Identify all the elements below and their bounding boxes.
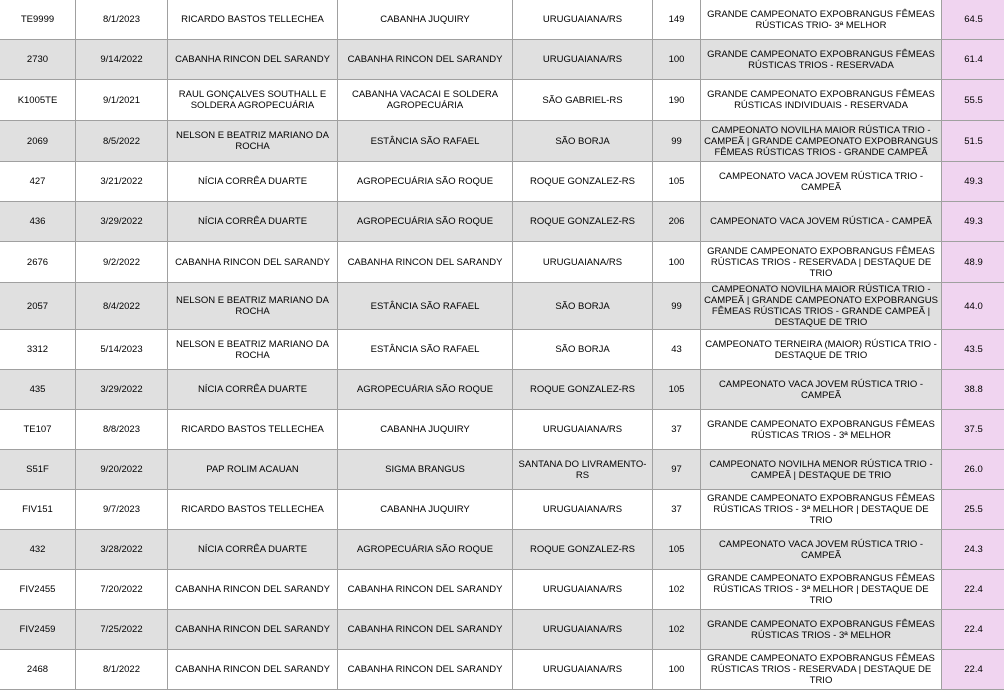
farm-cell: CABANHA JUQUIRY	[338, 410, 513, 450]
birth-date-cell: 8/1/2022	[76, 650, 168, 690]
award-cell: GRANDE CAMPEONATO EXPOBRANGUS FÊMEAS RÚSTICAS TRIOS - 3ª MELHOR	[701, 410, 942, 450]
farm-cell: AGROPECUÁRIA SÃO ROQUE	[338, 370, 513, 410]
owner-cell: CABANHA RINCON DEL SARANDY	[168, 570, 338, 610]
count-cell: 100	[653, 650, 701, 690]
farm-cell: CABANHA VACACAI E SOLDERA AGROPECUÁRIA	[338, 80, 513, 121]
score-cell: 26.0	[942, 450, 1004, 490]
owner-cell: RAUL GONÇALVES SOUTHALL E SOLDERA AGROPECUÁRIA	[168, 80, 338, 121]
table-row	[0, 40, 1004, 80]
table-row	[0, 450, 1004, 490]
score-cell: 22.4	[942, 650, 1004, 690]
city-cell: URUGUAIANA/RS	[513, 40, 653, 80]
owner-cell: RICARDO BASTOS TELLECHEA	[168, 410, 338, 450]
table-row	[0, 610, 1004, 650]
count-cell: 37	[653, 490, 701, 530]
owner-cell: CABANHA RINCON DEL SARANDY	[168, 650, 338, 690]
animal-id-cell: 2468	[0, 650, 76, 690]
table-row	[0, 162, 1004, 202]
farm-cell: ESTÂNCIA SÃO RAFAEL	[338, 283, 513, 330]
animal-id-cell: FIV151	[0, 490, 76, 530]
owner-cell: NELSON E BEATRIZ MARIANO DA ROCHA	[168, 330, 338, 370]
animal-id-cell: 2676	[0, 242, 76, 283]
farm-cell: CABANHA RINCON DEL SARANDY	[338, 242, 513, 283]
owner-cell: NELSON E BEATRIZ MARIANO DA ROCHA	[168, 121, 338, 162]
animal-id-cell: 2730	[0, 40, 76, 80]
city-cell: SÃO BORJA	[513, 283, 653, 330]
animal-id-cell: TE9999	[0, 0, 76, 40]
city-cell: ROQUE GONZALEZ-RS	[513, 162, 653, 202]
award-cell: GRANDE CAMPEONATO EXPOBRANGUS FÊMEAS RÚSTICAS TRIOS - RESERVADA	[701, 40, 942, 80]
birth-date-cell: 9/2/2022	[76, 242, 168, 283]
city-cell: URUGUAIANA/RS	[513, 0, 653, 40]
score-cell: 49.3	[942, 162, 1004, 202]
farm-cell: AGROPECUÁRIA SÃO ROQUE	[338, 162, 513, 202]
award-cell: GRANDE CAMPEONATO EXPOBRANGUS FÊMEAS RÚSTICAS TRIOS - 3ª MELHOR | DESTAQUE DE TRIO	[701, 570, 942, 610]
birth-date-cell: 7/20/2022	[76, 570, 168, 610]
table-row	[0, 650, 1004, 690]
score-cell: 43.5	[942, 330, 1004, 370]
birth-date-cell: 9/7/2023	[76, 490, 168, 530]
count-cell: 43	[653, 330, 701, 370]
score-cell: 22.4	[942, 610, 1004, 650]
owner-cell: NÍCIA CORRÊA DUARTE	[168, 162, 338, 202]
count-cell: 149	[653, 0, 701, 40]
award-cell: CAMPEONATO NOVILHA MAIOR RÚSTICA TRIO - CAMPEÃ | GRANDE CAMPEONATO EXPOBRANGUS FÊMEAS RÚSTICAS TRIOS - GRANDE CAMPEÃ | DESTAQUE DE TRIO	[701, 283, 942, 330]
award-cell: GRANDE CAMPEONATO EXPOBRANGUS FÊMEAS RÚSTICAS TRIOS - 3ª MELHOR | DESTAQUE DE TRIO	[701, 490, 942, 530]
farm-cell: AGROPECUÁRIA SÃO ROQUE	[338, 202, 513, 242]
birth-date-cell: 3/29/2022	[76, 202, 168, 242]
score-cell: 22.4	[942, 570, 1004, 610]
birth-date-cell: 8/8/2023	[76, 410, 168, 450]
count-cell: 105	[653, 370, 701, 410]
city-cell: SANTANA DO LIVRAMENTO-RS	[513, 450, 653, 490]
count-cell: 102	[653, 610, 701, 650]
score-cell: 38.8	[942, 370, 1004, 410]
award-cell: CAMPEONATO VACA JOVEM RÚSTICA TRIO - CAMPEÃ	[701, 530, 942, 570]
animal-id-cell: 436	[0, 202, 76, 242]
city-cell: SÃO BORJA	[513, 121, 653, 162]
score-cell: 64.5	[942, 0, 1004, 40]
farm-cell: CABANHA RINCON DEL SARANDY	[338, 650, 513, 690]
count-cell: 105	[653, 530, 701, 570]
farm-cell: CABANHA JUQUIRY	[338, 490, 513, 530]
owner-cell: NÍCIA CORRÊA DUARTE	[168, 370, 338, 410]
animal-id-cell: 3312	[0, 330, 76, 370]
score-cell: 49.3	[942, 202, 1004, 242]
count-cell: 37	[653, 410, 701, 450]
award-cell: GRANDE CAMPEONATO EXPOBRANGUS FÊMEAS RÚSTICAS TRIOS - RESERVADA | DESTAQUE DE TRIO	[701, 242, 942, 283]
table-row	[0, 330, 1004, 370]
count-cell: 99	[653, 283, 701, 330]
owner-cell: RICARDO BASTOS TELLECHEA	[168, 490, 338, 530]
owner-cell: NÍCIA CORRÊA DUARTE	[168, 530, 338, 570]
farm-cell: CABANHA RINCON DEL SARANDY	[338, 610, 513, 650]
award-cell: CAMPEONATO VACA JOVEM RÚSTICA TRIO - CAMPEÃ	[701, 162, 942, 202]
score-cell: 25.5	[942, 490, 1004, 530]
award-cell: CAMPEONATO VACA JOVEM RÚSTICA TRIO - CAMPEÃ	[701, 370, 942, 410]
city-cell: ROQUE GONZALEZ-RS	[513, 202, 653, 242]
score-cell: 37.5	[942, 410, 1004, 450]
owner-cell: NÍCIA CORRÊA DUARTE	[168, 202, 338, 242]
award-cell: CAMPEONATO NOVILHA MAIOR RÚSTICA TRIO - CAMPEÃ | GRANDE CAMPEONATO EXPOBRANGUS FÊMEAS RÚSTICAS TRIOS - GRANDE CAMPEÃ	[701, 121, 942, 162]
count-cell: 99	[653, 121, 701, 162]
owner-cell: NELSON E BEATRIZ MARIANO DA ROCHA	[168, 283, 338, 330]
birth-date-cell: 9/20/2022	[76, 450, 168, 490]
owner-cell: RICARDO BASTOS TELLECHEA	[168, 0, 338, 40]
city-cell: URUGUAIANA/RS	[513, 570, 653, 610]
birth-date-cell: 9/14/2022	[76, 40, 168, 80]
owner-cell: PAP ROLIM ACAUAN	[168, 450, 338, 490]
animal-id-cell: FIV2455	[0, 570, 76, 610]
city-cell: URUGUAIANA/RS	[513, 490, 653, 530]
table-row	[0, 121, 1004, 162]
animal-id-cell: 435	[0, 370, 76, 410]
score-cell: 55.5	[942, 80, 1004, 121]
city-cell: URUGUAIANA/RS	[513, 410, 653, 450]
farm-cell: ESTÂNCIA SÃO RAFAEL	[338, 330, 513, 370]
award-cell: GRANDE CAMPEONATO EXPOBRANGUS FÊMEAS RÚSTICAS INDIVIDUAIS - RESERVADA	[701, 80, 942, 121]
city-cell: ROQUE GONZALEZ-RS	[513, 370, 653, 410]
birth-date-cell: 3/29/2022	[76, 370, 168, 410]
farm-cell: AGROPECUÁRIA SÃO ROQUE	[338, 530, 513, 570]
table-row	[0, 410, 1004, 450]
birth-date-cell: 8/4/2022	[76, 283, 168, 330]
count-cell: 100	[653, 40, 701, 80]
farm-cell: CABANHA RINCON DEL SARANDY	[338, 40, 513, 80]
city-cell: URUGUAIANA/RS	[513, 650, 653, 690]
farm-cell: CABANHA JUQUIRY	[338, 0, 513, 40]
table-row	[0, 490, 1004, 530]
owner-cell: CABANHA RINCON DEL SARANDY	[168, 242, 338, 283]
birth-date-cell: 3/28/2022	[76, 530, 168, 570]
city-cell: URUGUAIANA/RS	[513, 242, 653, 283]
city-cell: SÃO GABRIEL-RS	[513, 80, 653, 121]
table-row	[0, 80, 1004, 121]
table-row	[0, 202, 1004, 242]
city-cell: SÃO BORJA	[513, 330, 653, 370]
birth-date-cell: 9/1/2021	[76, 80, 168, 121]
birth-date-cell: 5/14/2023	[76, 330, 168, 370]
score-cell: 51.5	[942, 121, 1004, 162]
score-cell: 24.3	[942, 530, 1004, 570]
table-row	[0, 283, 1004, 330]
score-cell: 44.0	[942, 283, 1004, 330]
count-cell: 190	[653, 80, 701, 121]
city-cell: ROQUE GONZALEZ-RS	[513, 530, 653, 570]
animal-id-cell: 2057	[0, 283, 76, 330]
farm-cell: SIGMA BRANGUS	[338, 450, 513, 490]
farm-cell: ESTÂNCIA SÃO RAFAEL	[338, 121, 513, 162]
count-cell: 97	[653, 450, 701, 490]
score-cell: 48.9	[942, 242, 1004, 283]
animal-id-cell: 432	[0, 530, 76, 570]
animal-id-cell: 2069	[0, 121, 76, 162]
award-cell: GRANDE CAMPEONATO EXPOBRANGUS FÊMEAS RÚSTICAS TRIO- 3ª MELHOR	[701, 0, 942, 40]
table-row	[0, 0, 1004, 40]
award-cell: GRANDE CAMPEONATO EXPOBRANGUS FÊMEAS RÚSTICAS TRIOS - RESERVADA | DESTAQUE DE TRIO	[701, 650, 942, 690]
award-cell: CAMPEONATO VACA JOVEM RÚSTICA - CAMPEÃ	[701, 202, 942, 242]
award-cell: CAMPEONATO TERNEIRA (MAIOR) RÚSTICA TRIO - DESTAQUE DE TRIO	[701, 330, 942, 370]
count-cell: 102	[653, 570, 701, 610]
birth-date-cell: 3/21/2022	[76, 162, 168, 202]
farm-cell: CABANHA RINCON DEL SARANDY	[338, 570, 513, 610]
award-cell: CAMPEONATO NOVILHA MENOR RÚSTICA TRIO - CAMPEÃ | DESTAQUE DE TRIO	[701, 450, 942, 490]
award-cell: GRANDE CAMPEONATO EXPOBRANGUS FÊMEAS RÚSTICAS TRIOS - 3ª MELHOR	[701, 610, 942, 650]
animal-id-cell: S51F	[0, 450, 76, 490]
table-row	[0, 242, 1004, 283]
count-cell: 100	[653, 242, 701, 283]
city-cell: URUGUAIANA/RS	[513, 610, 653, 650]
birth-date-cell: 8/5/2022	[76, 121, 168, 162]
animal-id-cell: K1005TE	[0, 80, 76, 121]
animal-id-cell: 427	[0, 162, 76, 202]
animal-id-cell: TE107	[0, 410, 76, 450]
birth-date-cell: 7/25/2022	[76, 610, 168, 650]
birth-date-cell: 8/1/2023	[76, 0, 168, 40]
owner-cell: CABANHA RINCON DEL SARANDY	[168, 610, 338, 650]
table-row	[0, 570, 1004, 610]
table-row	[0, 370, 1004, 410]
score-cell: 61.4	[942, 40, 1004, 80]
animal-id-cell: FIV2459	[0, 610, 76, 650]
count-cell: 105	[653, 162, 701, 202]
table-row	[0, 530, 1004, 570]
count-cell: 206	[653, 202, 701, 242]
owner-cell: CABANHA RINCON DEL SARANDY	[168, 40, 338, 80]
